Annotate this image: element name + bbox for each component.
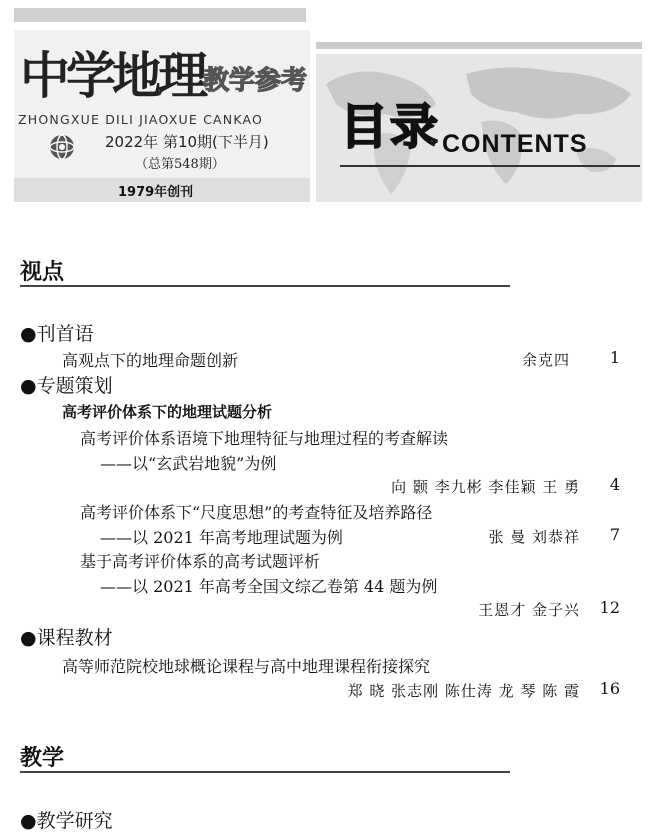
- issue-number: 2022年 第10期(下半月): [105, 133, 269, 151]
- section-title: 教学: [20, 746, 65, 771]
- article-authors: 余克四: [521, 351, 570, 369]
- section-rule: [20, 771, 510, 773]
- journal-pinyin: ZHONGXUE DILI JIAOXUE CANKAO: [18, 112, 264, 127]
- article-page: 7: [609, 525, 620, 544]
- article-title: 基于高考评价体系的高考试题评析: [80, 552, 321, 571]
- article-page: 12: [599, 598, 620, 617]
- article-title: 高考评价体系下“尺度思想”的考查特征及培养路径: [80, 503, 433, 522]
- article-authors: 张 曼 刘恭祥: [488, 528, 580, 546]
- section-rule: [20, 285, 510, 287]
- category-heading: ●专题策划: [20, 375, 113, 397]
- article-authors: 向 颢 李九彬 李佳颖 王 勇: [391, 478, 580, 496]
- topic-subhead: 高考评价体系下的地理试题分析: [62, 403, 273, 421]
- article-subtitle: ——以 2021 年高考地理试题为例: [100, 528, 343, 547]
- article-authors: 王恩才 金子兴: [478, 601, 580, 619]
- article-page: 16: [599, 679, 620, 698]
- journal-logo: 中学地理: [20, 46, 204, 105]
- article-title: 高等师范院校地球概论课程与高中地理课程衔接探究: [62, 657, 431, 676]
- issue-total: （总第548期）: [135, 157, 225, 172]
- toc-title-underline: [340, 165, 640, 167]
- category-heading: ●教学研究: [20, 810, 113, 832]
- toc-title-cn: 目录: [340, 99, 441, 155]
- founded-year: 1979年创刊: [118, 185, 194, 200]
- article-page: 1: [609, 348, 620, 367]
- category-heading: ●刊首语: [20, 323, 94, 345]
- article-page: 4: [609, 475, 620, 494]
- article-title: 高观点下的地理命题创新: [62, 351, 239, 370]
- map-top-bar: [316, 42, 642, 49]
- globe-icon: [48, 133, 76, 161]
- article-title: 高考评价体系语境下地理特征与地理过程的考查解读: [80, 429, 449, 448]
- article-subtitle: ——以“玄武岩地貌”为例: [100, 454, 277, 473]
- section-title: 视点: [20, 260, 65, 285]
- header-top-bar: [14, 8, 306, 22]
- article-authors: 郑 晓 张志刚 陈仕涛 龙 琴 陈 霞: [347, 682, 580, 700]
- category-heading: ●课程教材: [20, 627, 113, 649]
- journal-logo-subtitle: 教学参考: [203, 66, 308, 96]
- article-subtitle: ——以 2021 年高考全国文综乙卷第 44 题为例: [100, 577, 438, 596]
- toc-title-en: CONTENTS: [442, 130, 588, 158]
